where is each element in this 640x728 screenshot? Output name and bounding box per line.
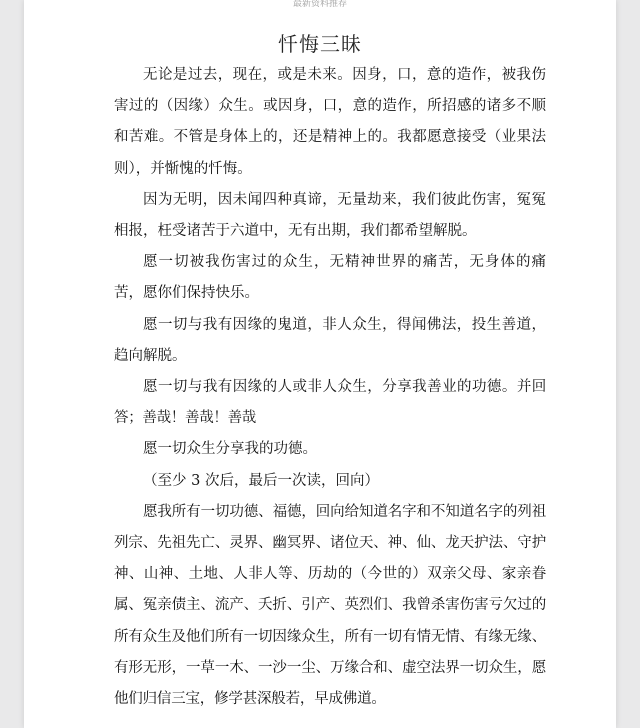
document-page (24, 0, 616, 728)
paragraph-share-merit: 愿一切与我有因缘的人或非人众生，分享我善业的功德。并回答；善哉！善哉！善哉 (114, 379, 546, 427)
paragraph-repentance: 无论是过去，现在，或是未来。因身，口，意的造作，被我伤害过的（因缘）众生。或因身，口，意的造作，所招感的诸多不顺和苦难。不管是身体上的，还是精神上的。我都愿意接受（业果法则），并惭愧的忏悔。 (114, 67, 546, 177)
paragraph-share-all: 愿一切众生分享我的功德。 (143, 441, 317, 458)
paragraph-wish-liberation: 愿一切与我有因缘的鬼道，非人众生，得闻佛法，投生善道，趋向解脱。 (114, 316, 546, 364)
document-body (114, 60, 546, 715)
paragraph-wish-happiness: 愿一切被我伤害过的众生，无精神世界的痛苦，无身体的痛苦，愿你们保持快乐。 (114, 254, 546, 302)
page-header-caption: 最新资料推荐 (292, 0, 347, 8)
paragraph-instruction: （至少 3 次后，最后一次读，回向） (143, 472, 379, 489)
paragraph-dedication: 愿我所有一切功德、福德，回向给知道名字和不知道名字的列祖列宗、先祖先亡、灵界、幽冥界、诸位天、神、仙、龙天护法、守护神、山神、土地、人非人等、历劫的（今世的）双亲父母、家亲眷属、冤亲债主、流产、夭折、引产、英烈们、我曾杀害伤害亏欠过的所有众生及他们所有一切因缘众生，所有一切有情无情、有缘无缘、有形无形，一草一木、一沙一尘、万缘合和、虚空法界一切众生，愿他们归信三宝，修学甚深般若，早成佛道。 (114, 503, 546, 708)
page-title: 忏悔三昧 (278, 32, 362, 56)
paragraph-ignorance: 因为无明，因未闻四种真谛，无量劫来，我们彼此伤害，冤冤相报，枉受诸苦于六道中，无有出期，我们都希望解脱。 (114, 191, 546, 240)
